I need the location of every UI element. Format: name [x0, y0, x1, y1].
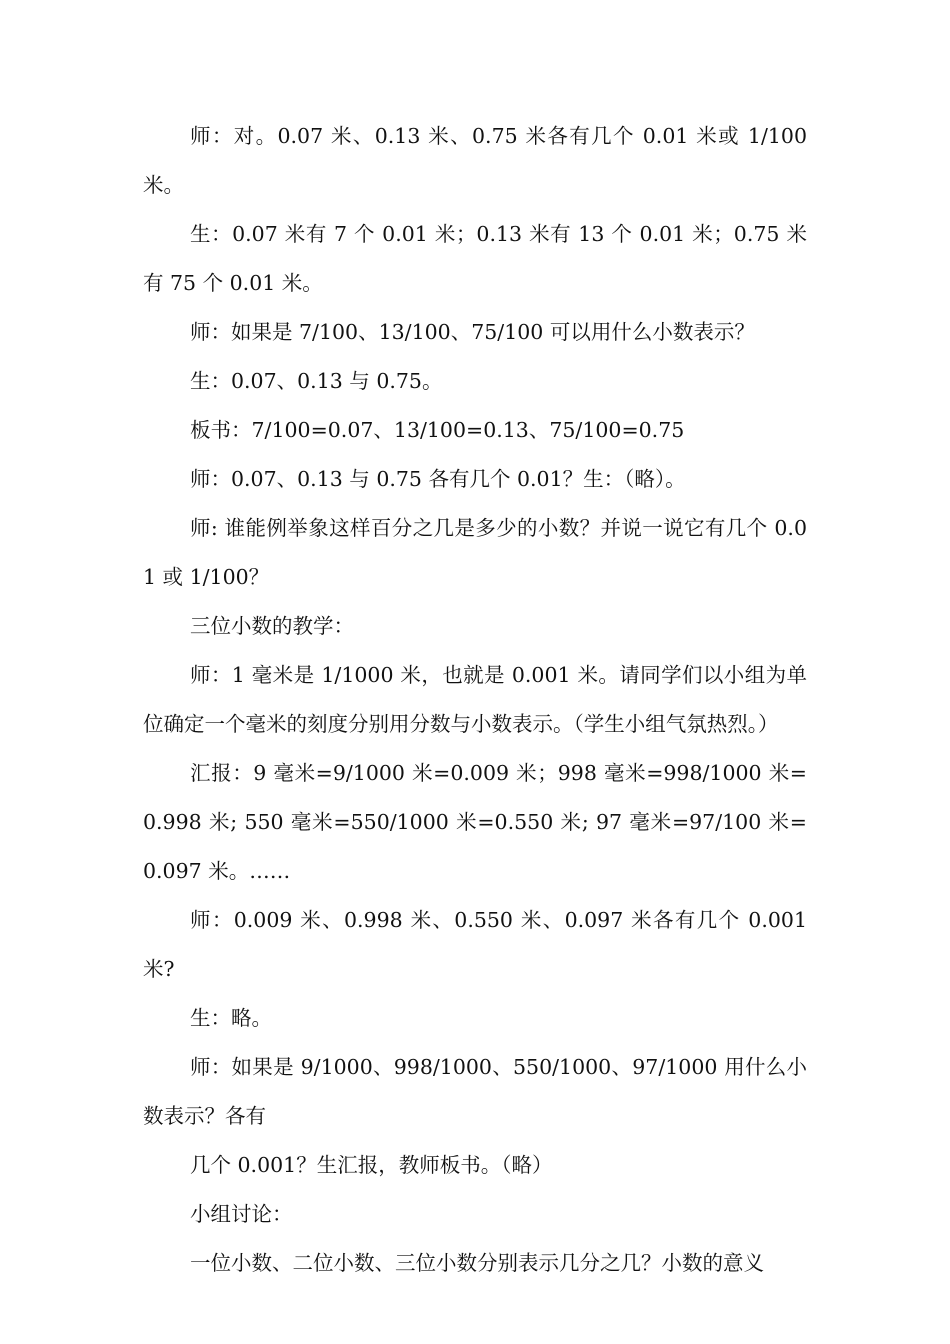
paragraph-10: 汇报：9 毫米=9/1000 米=0.009 米；998 毫米=998/1000 米=0.998 米; 550 毫米=550/1000 米=0.550 米; 97 毫米=97/100 米=0.097 米。…… — [143, 761, 807, 883]
paragraph-14: 几个 0.001？生汇报，教师板书。（略） — [190, 1153, 553, 1177]
paragraph-4: 生：0.07、0.13 与 0.75。 — [190, 369, 443, 393]
paragraph-2: 生：0.07 米有 7 个 0.01 米；0.13 米有 13 个 0.01 米；0.75 米有 75 个 0.01 米。 — [143, 222, 807, 295]
paragraph-9: 师：1 毫米是 1/1000 米，也就是 0.001 米。请同学们以小组为单位确定一个毫米的刻度分别用分数与小数表示。（学生小组气氛热烈。） — [143, 663, 807, 736]
paragraph-7: 师: 谁能例举象这样百分之几是多少的小数？并说一说它有几个 0.01 或 1/100？ — [143, 516, 807, 589]
paragraph-15: 小组讨论： — [190, 1202, 293, 1226]
document-body — [143, 112, 807, 1288]
paragraph-5: 板书：7/100=0.07、13/100=0.13、75/100=0.75 — [190, 418, 685, 442]
paragraph-6: 师：0.07、0.13 与 0.75 各有几个 0.01？生：（略）。 — [190, 467, 686, 491]
paragraph-3: 师：如果是 7/100、13/100、75/100 可以用什么小数表示？ — [190, 320, 755, 344]
paragraph-13: 师：如果是 9/1000、998/1000、550/1000、97/1000 用什么小数表示？各有 — [143, 1055, 807, 1128]
paragraph-8: 三位小数的教学： — [190, 614, 354, 638]
paragraph-16: 一位小数、二位小数、三位小数分别表示几分之几？小数的意义 — [190, 1251, 764, 1275]
paragraph-11: 师：0.009 米、0.998 米、0.550 米、0.097 米各有几个 0.001 米? — [143, 908, 807, 981]
paragraph-1: 师：对。0.07 米、0.13 米、0.75 米各有几个 0.01 米或 1/100 米。 — [143, 124, 807, 197]
paragraph-12: 生：略。 — [190, 1006, 272, 1030]
